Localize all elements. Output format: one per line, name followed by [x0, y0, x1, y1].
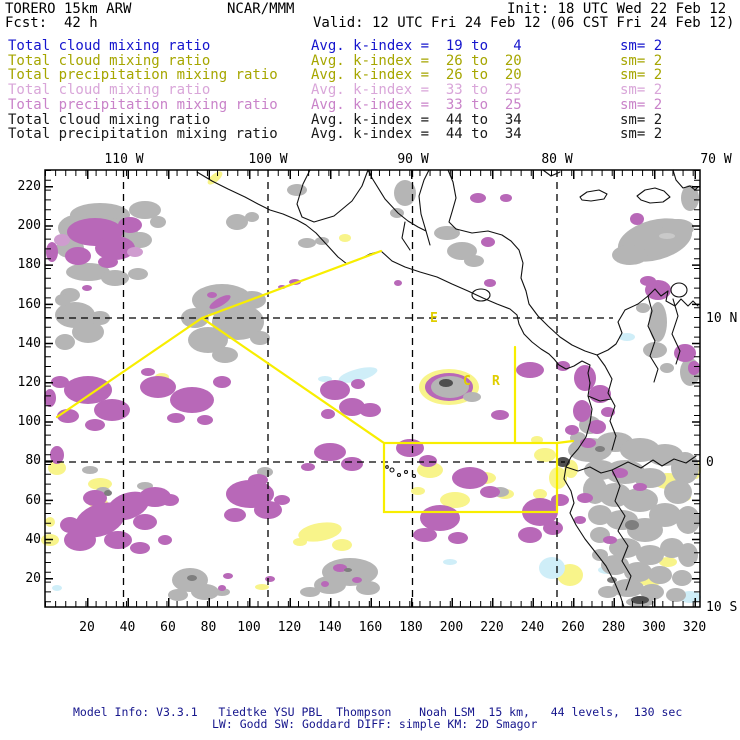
axis-tick-label: 180	[399, 620, 423, 635]
bottom-axis-labels	[79, 620, 706, 635]
model-center: NCAR/MMM	[227, 1, 295, 17]
axis-tick-label: 100	[17, 414, 41, 429]
axis-tick-label: 10 S	[706, 600, 738, 615]
axis-tick-label: 120	[277, 620, 302, 635]
axis-tick-label: 200	[17, 218, 41, 233]
legend-row-label: Total cloud mixing ratio	[8, 111, 211, 128]
axis-tick-label: 0	[706, 455, 714, 470]
legend-row-sm: sm= 2	[620, 96, 663, 113]
axis-tick-label: 60	[160, 620, 176, 635]
axis-tick-label: 100 W	[248, 152, 288, 167]
axis-tick-label: 220	[17, 179, 41, 194]
convective-core-feature	[419, 369, 481, 405]
waypoint-label-r: R	[492, 374, 500, 389]
legend-row-label: Total precipitation mixing ratio	[8, 96, 278, 113]
axis-tick-label: 140	[318, 620, 342, 635]
model-resolution: 15km ARW	[64, 1, 132, 17]
model-info-line2: LW: Godd SW: Goddard DIFF: simple KM: 2D Smagor	[212, 717, 538, 731]
model-info-line1: Model Info: V3.3.1 Tiedtke YSU PBL Thompson Noah LSM 15 km, 44 levels, 130 sec	[73, 705, 683, 719]
legend-row-sm: sm= 2	[620, 126, 663, 143]
legend-row-label: Total cloud mixing ratio	[8, 82, 211, 99]
axis-tick-label: 140	[17, 336, 41, 351]
axis-tick-label: 20	[25, 571, 41, 586]
legend-row-sm: sm= 2	[620, 38, 663, 54]
top-axis-labels	[104, 152, 731, 167]
valid-time: Valid: 12 UTC Fri 24 Feb 12 (06 CST Fri 24 Feb 12)	[313, 15, 735, 31]
axis-tick-label: 20	[79, 620, 95, 635]
axis-tick-label: 100	[237, 620, 261, 635]
fcst-label: Fcst:	[5, 15, 48, 31]
axis-tick-label: 80	[200, 620, 217, 635]
axis-tick-label: 160	[17, 297, 41, 312]
left-axis-labels	[18, 179, 41, 586]
axis-tick-label: 10 N	[706, 311, 738, 326]
legend-row-sm: sm= 2	[620, 67, 663, 84]
axis-tick-label: 60	[25, 493, 41, 508]
axis-tick-label: 200	[439, 620, 464, 635]
axis-tick-label: 120	[17, 375, 41, 390]
legend-row-label: Total precipitation mixing ratio	[8, 126, 278, 143]
legend-row-kindex: Avg. k-index = 26 to 20	[311, 67, 522, 84]
legend-row-sm: sm= 2	[620, 52, 663, 69]
axis-tick-label: 240	[520, 620, 545, 635]
legend-row-kindex: Avg. k-index = 33 to 25	[311, 82, 522, 99]
axis-tick-label: 300	[642, 620, 666, 635]
axis-tick-label: 220	[480, 620, 504, 635]
legend-row-kindex: Avg. k-index = 19 to 4	[311, 38, 522, 54]
axis-tick-label: 160	[358, 620, 383, 635]
legend-row-label: Total cloud mixing ratio	[8, 38, 211, 54]
legend-row-sm: sm= 2	[620, 111, 663, 128]
legend-row-label: Total cloud mixing ratio	[8, 52, 211, 69]
legend-row-kindex: Avg. k-index = 26 to 20	[311, 52, 522, 69]
axis-tick-label: 260	[561, 620, 585, 635]
right-axis-labels	[706, 311, 737, 615]
model-name: TORERO	[5, 1, 56, 17]
axis-tick-label: 80	[25, 453, 41, 468]
axis-tick-label: 80 W	[541, 152, 573, 167]
legend-row-label: Total precipitation mixing ratio	[8, 67, 278, 84]
waypoint-label-e: E	[430, 311, 438, 326]
legend-row-sm: sm= 2	[620, 82, 663, 99]
axis-tick-label: 70 W	[700, 152, 732, 167]
legend-row-kindex: Avg. k-index = 33 to 25	[311, 96, 522, 113]
waypoint-label-c: C	[463, 374, 471, 389]
legend-row-kindex: Avg. k-index = 44 to 34	[311, 111, 522, 128]
axis-tick-label: 110 W	[104, 152, 144, 167]
axis-tick-label: 320	[682, 620, 707, 635]
axis-tick-label: 280	[601, 620, 626, 635]
init-time: Init: 18 UTC Wed 22 Feb 12	[507, 1, 727, 17]
axis-tick-label: 180	[17, 257, 41, 272]
axis-tick-label: 90 W	[397, 152, 429, 167]
legend-row-kindex: Avg. k-index = 44 to 34	[311, 126, 522, 143]
fcst-value: 42 h	[64, 15, 98, 31]
axis-tick-label: 40	[25, 532, 41, 547]
axis-tick-label: 40	[119, 620, 136, 635]
